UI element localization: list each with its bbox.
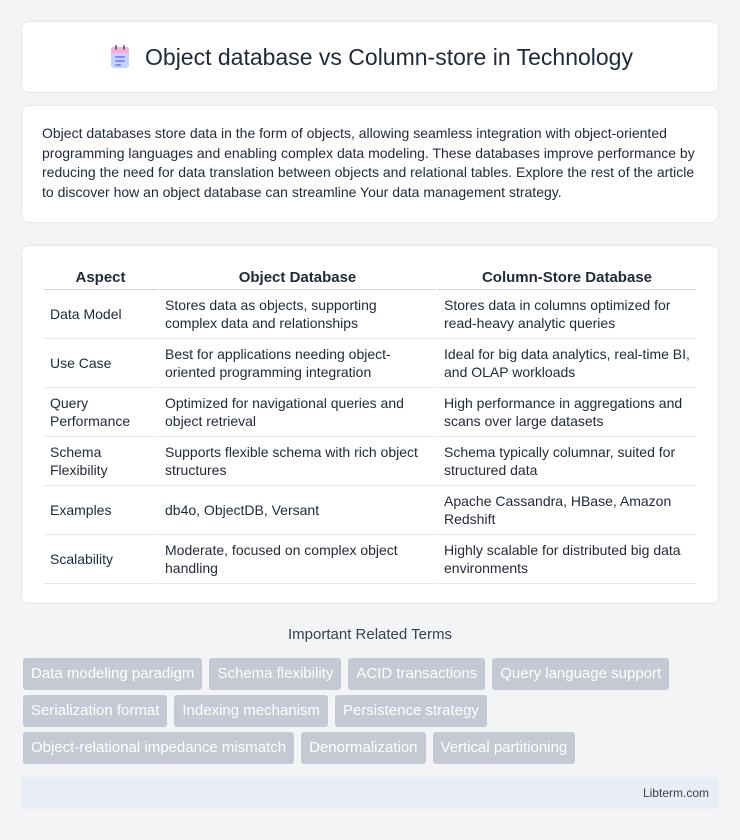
- table-cell: Query Performance: [44, 388, 157, 437]
- table-cell: Schema typically columnar, suited for structured data: [438, 437, 696, 486]
- table-row: [44, 339, 696, 388]
- related-term-tag[interactable]: Schema flexibility: [209, 658, 341, 690]
- table-cell: Use Case: [44, 339, 157, 388]
- page-title: Object database vs Column-store in Technology: [145, 43, 633, 70]
- intro-card: [21, 105, 719, 223]
- table-cell: Moderate, focused on complex object handling: [159, 535, 436, 584]
- table-cell: Examples: [44, 486, 157, 535]
- table-row: [44, 535, 696, 584]
- related-term-tag[interactable]: Vertical partitioning: [433, 732, 576, 764]
- table-cell: Apache Cassandra, HBase, Amazon Redshift: [438, 486, 696, 535]
- table-cell: Highly scalable for distributed big data environments: [438, 535, 696, 584]
- intro-text: Object databases store data in the form of objects, allowing seamless integration with object-oriented programming languages and enabling complex data modeling. These databases improve performance by reducing the need for data translation between objects and relational tables. Explore the rest of the article to discover how an object database can streamline Your data management strategy.: [42, 125, 695, 200]
- related-term-tag[interactable]: Object-relational impedance mismatch: [23, 732, 294, 764]
- footer-site-link[interactable]: Libterm.com: [642, 786, 709, 800]
- table-cell: Supports flexible schema with rich object structures: [159, 437, 436, 486]
- table-cell: db4o, ObjectDB, Versant: [159, 486, 436, 535]
- column-header: Column-Store Database: [438, 264, 696, 290]
- table-row: [44, 486, 696, 535]
- related-term-tag[interactable]: Denormalization: [301, 732, 425, 764]
- related-terms-title: Important Related Terms: [288, 626, 452, 643]
- related-term-tag[interactable]: ACID transactions: [348, 658, 485, 690]
- table-cell: Ideal for big data analytics, real-time BI, and OLAP workloads: [438, 339, 696, 388]
- table-cell: Data Model: [44, 290, 157, 339]
- related-term-tag[interactable]: Data modeling paradigm: [23, 658, 202, 690]
- column-header: Aspect: [44, 264, 157, 290]
- related-term-tag[interactable]: Indexing mechanism: [174, 695, 328, 727]
- table-cell: Scalability: [44, 535, 157, 584]
- document-icon: [107, 44, 133, 70]
- table-cell: Stores data as objects, supporting complex data and relationships: [159, 290, 436, 339]
- table-cell: Stores data in columns optimized for read-heavy analytic queries: [438, 290, 696, 339]
- table-header-row: [44, 264, 696, 290]
- table-row: [44, 437, 696, 486]
- footer: [21, 777, 719, 809]
- table-row: [44, 290, 696, 339]
- related-term-tag[interactable]: Serialization format: [23, 695, 167, 727]
- header-card: [21, 21, 719, 93]
- comparison-table: [42, 264, 698, 584]
- table-cell: Best for applications needing object-oriented programming integration: [159, 339, 436, 388]
- table-cell: Optimized for navigational queries and object retrieval: [159, 388, 436, 437]
- column-header: Object Database: [159, 264, 436, 290]
- related-term-tag[interactable]: Persistence strategy: [335, 695, 487, 727]
- table-cell: Schema Flexibility: [44, 437, 157, 486]
- table-cell: High performance in aggregations and scans over large datasets: [438, 388, 696, 437]
- related-terms-list: [23, 658, 723, 769]
- related-term-tag[interactable]: Query language support: [492, 658, 669, 690]
- comparison-card: [21, 245, 719, 604]
- table-row: [44, 388, 696, 437]
